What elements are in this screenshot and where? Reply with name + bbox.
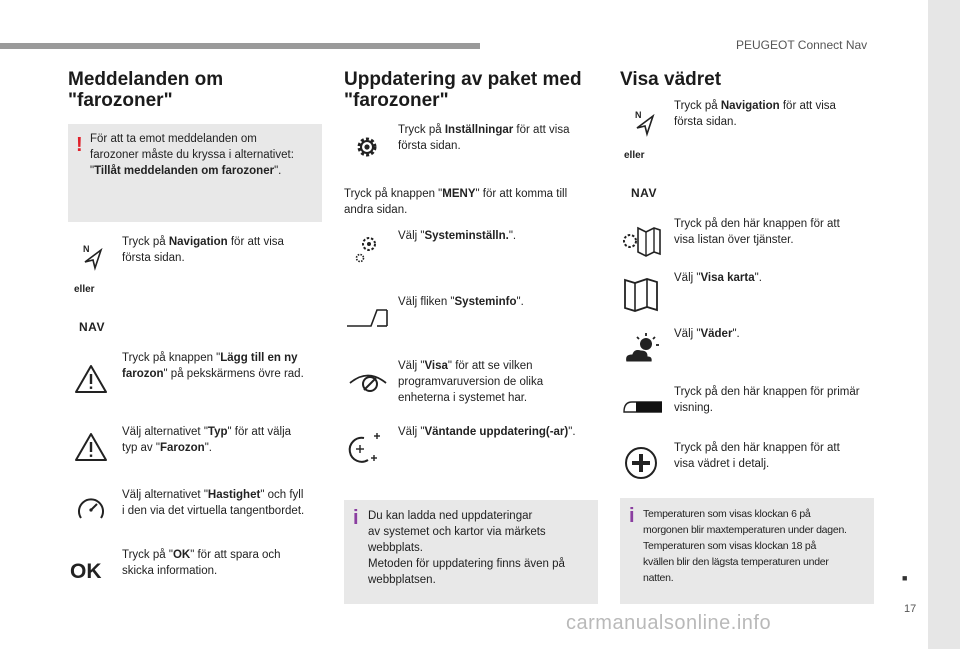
warning-text: För att ta emot meddelanden om farozoner måste du kryssa i alternativet: "Tillåt meddelanden om farozoner".	[90, 133, 294, 177]
col1-step1-text: Tryck på Navigation för att visa första sidan.	[122, 236, 284, 264]
col1-title: Meddelanden om "farozoner"	[68, 69, 224, 111]
settings-gear-icon[interactable]	[354, 134, 380, 160]
speedometer-icon[interactable]	[76, 494, 106, 522]
col2-step3-text: Välj "Systeminställn.".	[398, 230, 517, 242]
col1-step3-text: Välj alternativet "Typ" för att välja typ av "Farozon".	[122, 426, 292, 454]
col3-eller: eller	[624, 150, 645, 161]
col3-info-text: Temperaturen som visas klockan 6 på morgonen blir maxtemperaturen under dagen. Temperaturen som visas klockan 18 på kvällen blir den lägsta temperaturen under natten.	[643, 508, 847, 584]
col2-info-text: Du kan ladda ned uppdateringar av systemet och kartor via märkets webbplats. Metoden för uppdatering finns även på webbplatsen.	[368, 510, 565, 586]
warning-triangle-icon[interactable]	[74, 364, 108, 394]
system-settings-icon[interactable]	[354, 234, 380, 264]
col3-step3-text: Välj "Visa karta".	[674, 272, 762, 284]
col3-step5-text: Tryck på den här knappen för primär visning.	[674, 386, 860, 414]
plus-circle-icon[interactable]	[624, 446, 658, 480]
col1-step5-text: Tryck på "OK" för att spara och skicka information.	[122, 549, 281, 577]
col2-title: Uppdatering av paket med "farozoner"	[344, 69, 582, 111]
view-eye-icon[interactable]	[348, 370, 388, 396]
watermark: carmanualsonline.info	[566, 612, 772, 634]
navigation-icon[interactable]	[80, 242, 104, 272]
top-rule	[0, 43, 480, 49]
services-map-icon[interactable]	[620, 224, 662, 258]
col2-step4-text: Välj fliken "Systeminfo".	[398, 296, 524, 308]
col1-eller: eller	[74, 284, 95, 295]
col3-title: Visa vädret	[620, 69, 722, 90]
side-strip	[928, 0, 960, 649]
map-icon[interactable]	[622, 276, 660, 314]
pending-updates-icon[interactable]	[346, 430, 386, 466]
nav-button-label[interactable]: NAV	[631, 186, 657, 200]
nav-button-label[interactable]: NAV	[79, 320, 105, 334]
col2-step2-text: Tryck på knappen "MENY" för att komma till andra sidan.	[344, 188, 568, 216]
svg-text:N: N	[83, 244, 90, 254]
col2-step1-text: Tryck på Inställningar för att visa första sidan.	[398, 124, 570, 152]
continuation-mark: ■	[902, 573, 908, 583]
col1-step2-text: Tryck på knappen "Lägg till en ny farozon" på pekskärmens övre rad.	[122, 352, 304, 380]
svg-text:N: N	[635, 110, 642, 120]
weather-icon[interactable]	[622, 332, 662, 366]
col3-step4-text: Välj "Väder".	[674, 328, 740, 340]
primary-view-tab-icon[interactable]	[622, 398, 662, 414]
col3-step2-text: Tryck på den här knappen för att visa listan över tjänster.	[674, 218, 840, 246]
system-info-tab-icon[interactable]	[345, 306, 389, 330]
info-icon: i	[353, 507, 359, 529]
page-header: PEUGEOT Connect Nav	[736, 38, 868, 52]
col2-step5-text: Välj "Visa" för att se vilken programvaruversion de olika enheterna i systemet har.	[398, 360, 544, 404]
warning-triangle-icon[interactable]	[74, 432, 108, 462]
col2-step6-text: Välj "Väntande uppdatering(-ar)".	[398, 426, 576, 438]
navigation-icon[interactable]	[632, 108, 656, 138]
page-number: 17	[904, 603, 917, 615]
col3-step1-text: Tryck på Navigation för att visa första sidan.	[674, 100, 836, 128]
warning-icon: !	[76, 134, 83, 156]
ok-button-label[interactable]: OK	[70, 560, 102, 583]
col3-step6-text: Tryck på den här knappen för att visa vädret i detalj.	[674, 442, 840, 470]
info-icon: i	[629, 505, 635, 527]
col1-step4-text: Välj alternativet "Hastighet" och fyll i den via det virtuella tangentbordet.	[122, 489, 305, 517]
